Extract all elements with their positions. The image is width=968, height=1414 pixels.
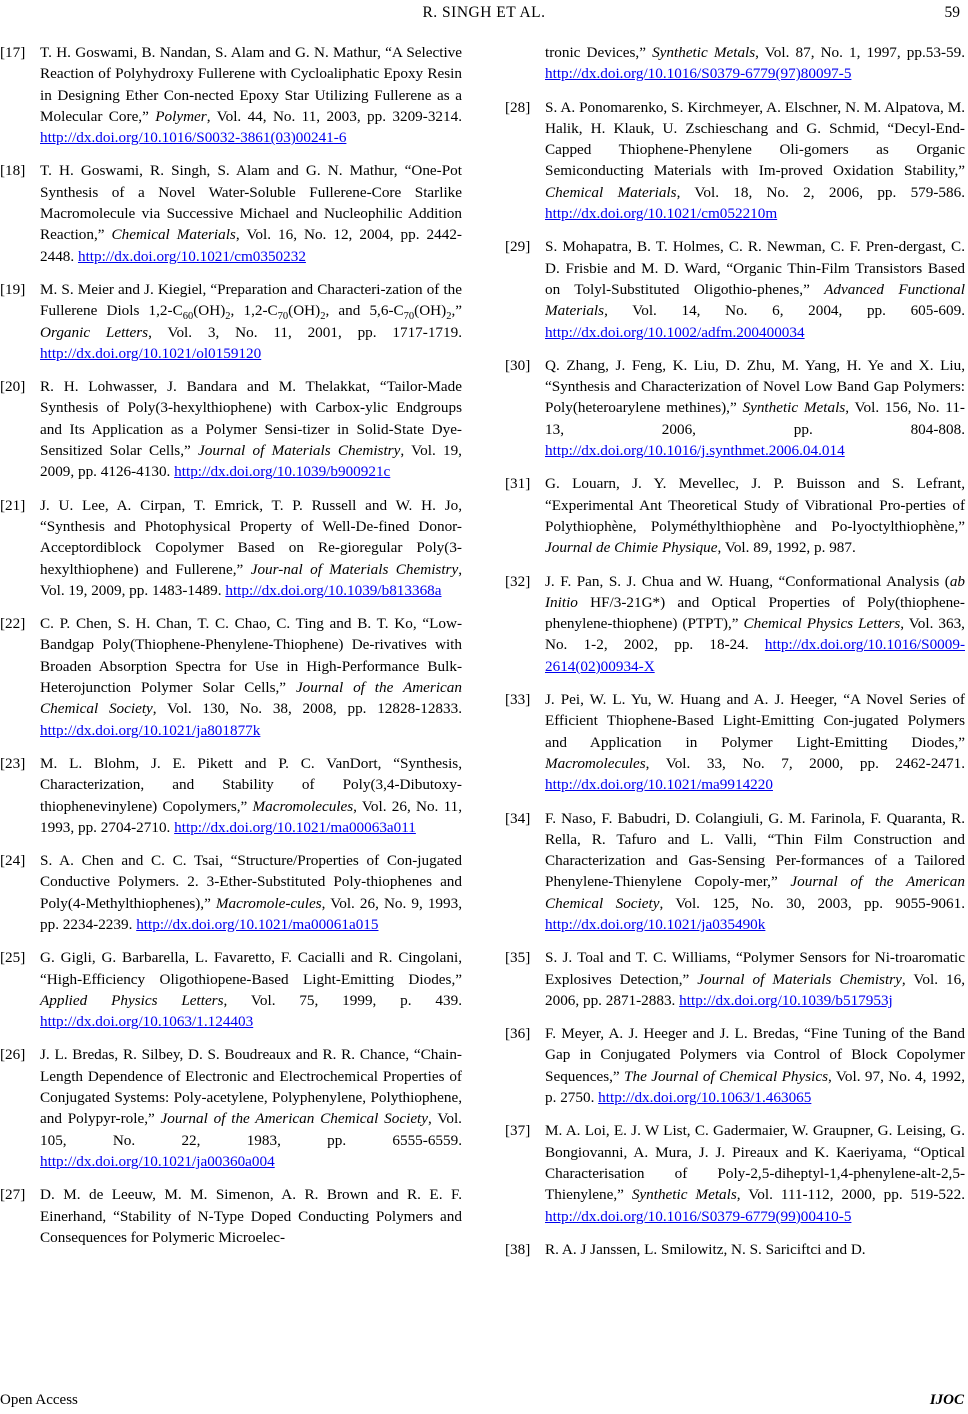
doi-link[interactable]: http://dx.doi.org/10.1016/S0009-2614(02)00934-X [545,636,965,675]
doi-link[interactable]: http://dx.doi.org/10.1016/S0379-6779(99)00410-5 [545,1207,852,1225]
journal-title: Chemical Materials [111,226,236,244]
reference-details: , Vol. 363, No. 1-2, 2002, pp. 18-24. [545,615,965,654]
reference-27-continued [505,42,965,85]
journal-title: Macromole-cules [215,894,322,912]
doi-link[interactable]: http://dx.doi.org/10.1002/adfm.200400034 [545,323,805,341]
reference-22 [0,613,462,741]
reference-17 [0,42,462,148]
journal-title: Polymer [155,107,207,125]
reference-number: [22] [0,615,26,633]
reference-text: (OH) [414,302,447,320]
reference-18 [0,160,462,266]
doi-link[interactable]: http://dx.doi.org/10.1021/ma9914220 [545,776,773,794]
reference-number: [28] [505,98,531,116]
doi-link[interactable]: http://dx.doi.org/10.1016/S0032-3861(03)00241-6 [40,129,347,147]
open-access-label: Open Access [0,1392,78,1408]
page-header [0,4,968,28]
reference-38 [505,1239,965,1260]
reference-36 [505,1023,965,1108]
reference-details: , Vol. 19, 2009, pp. 4126-4130. [40,442,462,481]
journal-title: Chemical Physics Letters [743,615,901,633]
doi-link[interactable]: http://dx.doi.org/10.1021/ol0159120 [40,344,262,362]
reference-text: R. A. J Janssen, L. Smilowitz, N. S. Sariciftci and D. [545,1240,866,1258]
reference-details: , Vol. 125, No. 30, 2003, pp. 9055-9061. [659,894,965,912]
reference-28 [505,97,965,225]
subscript: 2 [225,311,231,323]
journal-title: Jour-nal of Materials Chemistry [250,560,459,578]
reference-number: [35] [505,949,531,967]
page-footer [0,1392,968,1412]
reference-number: [20] [0,378,26,396]
subscript: 70 [277,311,289,323]
reference-25 [0,947,462,1032]
reference-text: J. L. Bredas, R. Silbey, D. S. Boudreaux and R. R. Chance, “Chain-Length Dependence of Electronic and Electrochemical Properties of Conjugated Systems: Poly-acetylene, Polyphenylene, Polythiophene, and Polypyr-role,” [40,1046,462,1128]
reference-number: [37] [505,1122,531,1140]
reference-24 [0,850,462,935]
reference-details: , Vol. 44, No. 11, 2003, pp. 3209-3214. [206,107,462,125]
reference-number: [18] [0,162,26,180]
reference-34 [505,808,965,936]
reference-details: , Vol. 97, No. 4, 1992, p. 2750. [545,1067,965,1107]
subscript: 70 [403,311,415,323]
reference-details: , Vol. 14, No. 6, 2004, pp. 605-609. [604,302,965,320]
reference-text: F. Meyer, A. J. Heeger and J. L. Bredas, “Fine Tuning of the Band Gap in Conjugated Polymers via Control of Block Copolymer Sequences,” [545,1025,965,1085]
reference-text: S. A. Chen and C. C. Tsai, “Structure/Properties of Con-jugated Conductive Polymers. 2. 3-Ether-Substituted Poly-thiophenes and Poly(4-Methylthiophenes),” [40,852,462,912]
reference-text: T. H. Goswami, B. Nandan, S. Alam and G. N. Mathur, “A Selective Reaction of Polyhydroxy Fullerene with Cycloaliphatic Epoxy Resin in Designing Ether Con-nected Epoxy Star Utilizing Fullerene as a Molecular Core,” [40,44,462,125]
reference-text: M. A. Loi, E. J. W List, C. Gadermaier, W. Graupner, G. Leising, G. Bongiovanni, A. Mura, J. J. Pireaux and K. Kaeriyama, “Optical Characterisation of Poly-2,5-diheptyl-1,4-phenylene-alt-2,5-Thienylene,” [545,1122,965,1204]
reference-details: , Vol. 18, No. 2, 2006, pp. 579-586. [676,183,966,201]
reference-number: [23] [0,754,26,772]
doi-link[interactable]: http://dx.doi.org/10.1063/1.124403 [40,1013,254,1031]
reference-text: , 1,2-C [230,302,278,320]
subscript: 2 [320,311,326,323]
reference-details: , Vol. 16, 2006, pp. 2871-2883. [545,970,965,1009]
journal-abbrev: IJOC [929,1392,964,1408]
subscript: 2 [446,311,452,323]
journal-title: Macromolecules [545,754,646,772]
journal-title: Journal of Materials Chemistry [198,442,401,460]
reference-19 [0,279,462,364]
italic-term: ab Initio [545,572,965,611]
reference-text: S. J. Toal and T. C. Williams, “Polymer Sensors for Ni-troaromatic Explosives Detection,” [545,949,965,988]
reference-text: M. S. Meier and J. Kiegiel, “Preparation and Characteri-zation of the Fullerene Diols 1,2-C [40,280,462,320]
doi-link[interactable]: http://dx.doi.org/10.1021/ma00063a011 [174,818,416,836]
journal-title: Synthetic Metals [652,44,756,61]
reference-text: J. Pei, W. L. Yu, W. Huang and A. J. Heeger, “A Novel Series of Efficient Thiophene-Based Light-Emitting Con-jugated Polymers and Application in Polymer Light-Emitting Diodes,” [545,691,965,751]
journal-title: Synthetic Metals [631,1186,737,1204]
reference-text: C. P. Chen, S. H. Chan, T. C. Chao, C. Ting and B. T. Ko, “Low-Bandgap Poly(Thiophene-Phenylene-Thiophene) De-rivatives with Broaden Absorption Spectra for Use in High-Performance Bulk-Heterojunction Polymer Solar Cells,” [40,615,462,697]
reference-details: , Vol. 111-112, 2000, pp. 519-522. [736,1186,965,1204]
doi-link[interactable]: http://dx.doi.org/10.1039/b813368a [225,581,442,599]
journal-title: Synthetic Metals [742,399,846,417]
reference-29 [505,236,965,342]
reference-text: S. Mohapatra, B. T. Holmes, C. R. Newman, C. F. Pren-dergast, C. D. Frisbie and M. D. Ward, “Organic Thin-Film Transistors Based on Tolyl-Substituted Oligothio-phenes,” [545,238,965,298]
journal-title: Journal of the American Chemical Society [545,873,965,912]
reference-33 [505,689,965,795]
journal-title: Journal of the American Chemical Society [160,1110,429,1128]
reference-37 [505,1120,965,1226]
reference-35 [505,947,965,1011]
reference-number: [34] [505,809,531,827]
reference-number: [36] [505,1025,531,1043]
reference-30 [505,355,965,461]
reference-text: T. H. Goswami, R. Singh, S. Alam and G. N. Mathur, “One-Pot Synthesis of a Novel Water-Soluble Fullerene-Core Starlike Macromolecule via Successive Michael and Nucleophilic Addition Reaction,” [40,162,462,244]
reference-number: [30] [505,356,531,374]
reference-23 [0,753,462,838]
reference-number: [17] [0,44,26,61]
subscript: 60 [182,311,194,323]
doi-link[interactable]: http://dx.doi.org/10.1016/S0379-6779(97)80097-5 [545,65,852,83]
reference-details: , Vol. 33, No. 7, 2000, pp. 2462-2471. [645,754,965,772]
reference-number: [21] [0,496,26,514]
reference-details: , Vol. 105, No. 22, 1983, pp. 6555-6559. [40,1110,462,1149]
reference-number: [38] [505,1240,531,1258]
reference-number: [19] [0,280,26,298]
reference-number: [27] [0,1186,26,1204]
reference-text: S. A. Ponomarenko, S. Kirchmeyer, A. Elschner, N. M. Alpatova, M. Halik, H. Klauk, U. Zschieschang and G. Schmid, “Decyl-End-Capped Thiophene-Phenylene Oli-gomers as Organic Semiconducting Materials with Im-proved Oxidation Stability,” [545,98,965,180]
reference-details: , Vol. 26, No. 9, 1993, pp. 2234-2239. [40,894,462,933]
reference-text: J. F. Pan, S. J. Chua and W. Huang, “Conformational Analysis ( [545,572,950,590]
reference-number: [32] [505,572,531,590]
reference-details: , Vol. 89, 1992, p. 987. [717,539,856,557]
doi-link[interactable]: http://dx.doi.org/10.1039/b900921c [174,463,391,481]
journal-title: The Journal of Chemical Physics [624,1067,829,1085]
doi-link[interactable]: http://dx.doi.org/10.1021/ja035490k [545,915,766,933]
reference-text: (OH) [193,302,226,320]
reference-text: ,” [451,302,462,320]
reference-number: [25] [0,949,26,967]
doi-link[interactable]: http://dx.doi.org/10.1021/cm0350232 [77,247,306,265]
reference-number: [24] [0,852,26,870]
reference-text: G. Gigli, G. Barbarella, L. Favaretto, F. Cacialli and R. Cingolani, “High-Efficiency Oligothiopene-Based Light-Emitting Diodes,” [40,949,462,988]
running-head: R. SINGH ET AL. [422,4,546,21]
reference-21 [0,495,462,601]
doi-link[interactable]: http://dx.doi.org/10.1021/ma00061a015 [136,915,379,933]
reference-text: HF/3-21G*) and Optical Properties of Poly(thiophene-phenylene-thiophene) (PTPT),” [545,593,965,633]
journal-title: Applied Physics Letters [40,991,224,1009]
doi-link[interactable]: http://dx.doi.org/10.1021/cm052210m [545,205,778,223]
reference-details: , Vol. 3, No. 11, 2001, pp. 1717-1719. [148,323,463,341]
journal-title: Organic Letters [40,323,149,341]
journal-title: Advanced Functional Materials [545,280,965,320]
reference-32 [505,571,965,677]
doi-link[interactable]: http://dx.doi.org/10.1021/ja00360a004 [40,1152,275,1170]
reference-text: M. L. Blohm, J. E. Pikett and P. C. VanDort, “Synthesis, Characterization, and Stability of Poly(3,4-Dibutoxy-thiophenevinylene) Copolymers,” [40,754,462,815]
right-column [505,42,965,1272]
doi-link[interactable]: http://dx.doi.org/10.1063/1.463065 [598,1089,812,1107]
reference-text: D. M. de Leeuw, M. M. Simenon, A. R. Brown and R. E. F. Einerhand, “Stability of N-Type Doped Conducting Polymers and Consequences for Polymeric Microelec- [40,1186,462,1246]
reference-number: [26] [0,1046,26,1064]
reference-text: (OH) [288,302,321,320]
reference-27 [0,1184,462,1248]
reference-31 [505,473,965,558]
reference-details: , Vol. 75, 1999, p. 439. [223,991,462,1009]
reference-details: , Vol. 87, No. 1, 1997, pp.53-59. [755,44,965,61]
journal-title: Chemical Materials [545,183,677,201]
reference-text: F. Naso, F. Babudri, D. Colangiuli, G. M. Farinola, F. Quaranta, R. Rella, R. Tafuro and L. Valli, “Thin Film Construction and Characterization and Gas-Sensing Per-formances of a Tailored Phenylene-Thienylene Copoly-mer,” [545,809,965,891]
reference-text: R. H. Lohwasser, J. Bandara and M. Thelakkat, “Tailor-Made Synthesis of Poly(3-hexylthiophene) with Carbox-ylic Endgroups and Its Application as a Polymer Sensi-tizer in Solid-State Dye-Sensitized Solar Cells,” [40,378,462,460]
reference-text: J. U. Lee, A. Cirpan, T. Emrick, T. P. Russell and W. H. Jo, “Synthesis and Photophysical Property of Well-De-fined Donor-Acceptordiblock Copolymer Based on Re-gioregular Poly(3-hexylthiophene) and Fullerene,” [40,496,462,578]
doi-link[interactable]: http://dx.doi.org/10.1021/ja801877k [40,721,261,739]
left-column [0,42,462,1260]
reference-number: [31] [505,475,531,493]
reference-details: , Vol. 16, No. 12, 2004, pp. 2442-2448. [40,226,462,265]
reference-number: [33] [505,691,531,709]
journal-title: Journal of the American Chemical Society [40,679,462,718]
reference-number: [29] [505,238,531,256]
reference-20 [0,376,462,482]
reference-details: , Vol. 156, No. 11-13, 2006, pp. 804-808. [545,399,965,438]
page-number: 59 [944,4,960,21]
reference-26 [0,1044,462,1172]
reference-text: G. Louarn, J. Y. Mevellec, J. P. Buisson and S. Lefrant, “Experimental Ant Theoretical Study of Vibrational Pro-perties of Polythiophène, Polyméthylthiophène and Po-lyoctylthiophène,” [545,475,965,535]
reference-text: tronic Devices,” [545,44,653,61]
reference-details: , Vol. 130, No. 38, 2008, pp. 12828-12833. [152,700,462,718]
journal-title: Journal de Chimie Physique [545,539,718,557]
reference-text: Q. Zhang, J. Feng, K. Liu, D. Zhu, M. Yang, H. Ye and X. Liu, “Synthesis and Characterization of Novel Low Band Gap Polymers: Poly(heteroarylene methines),” [545,356,965,417]
doi-link[interactable]: http://dx.doi.org/10.1039/b517953j [679,991,893,1009]
reference-details: , Vol. 26, No. 11, 1993, pp. 2704-2710. [40,797,462,836]
doi-link[interactable]: http://dx.doi.org/10.1016/j.synthmet.2006.04.014 [545,442,845,460]
journal-title: Journal of Materials Chemistry [697,970,902,988]
journal-title: Macromolecules [252,797,354,815]
reference-details: , Vol. 19, 2009, pp. 1483-1489. [40,560,462,599]
reference-text: , and 5,6-C [325,302,404,320]
